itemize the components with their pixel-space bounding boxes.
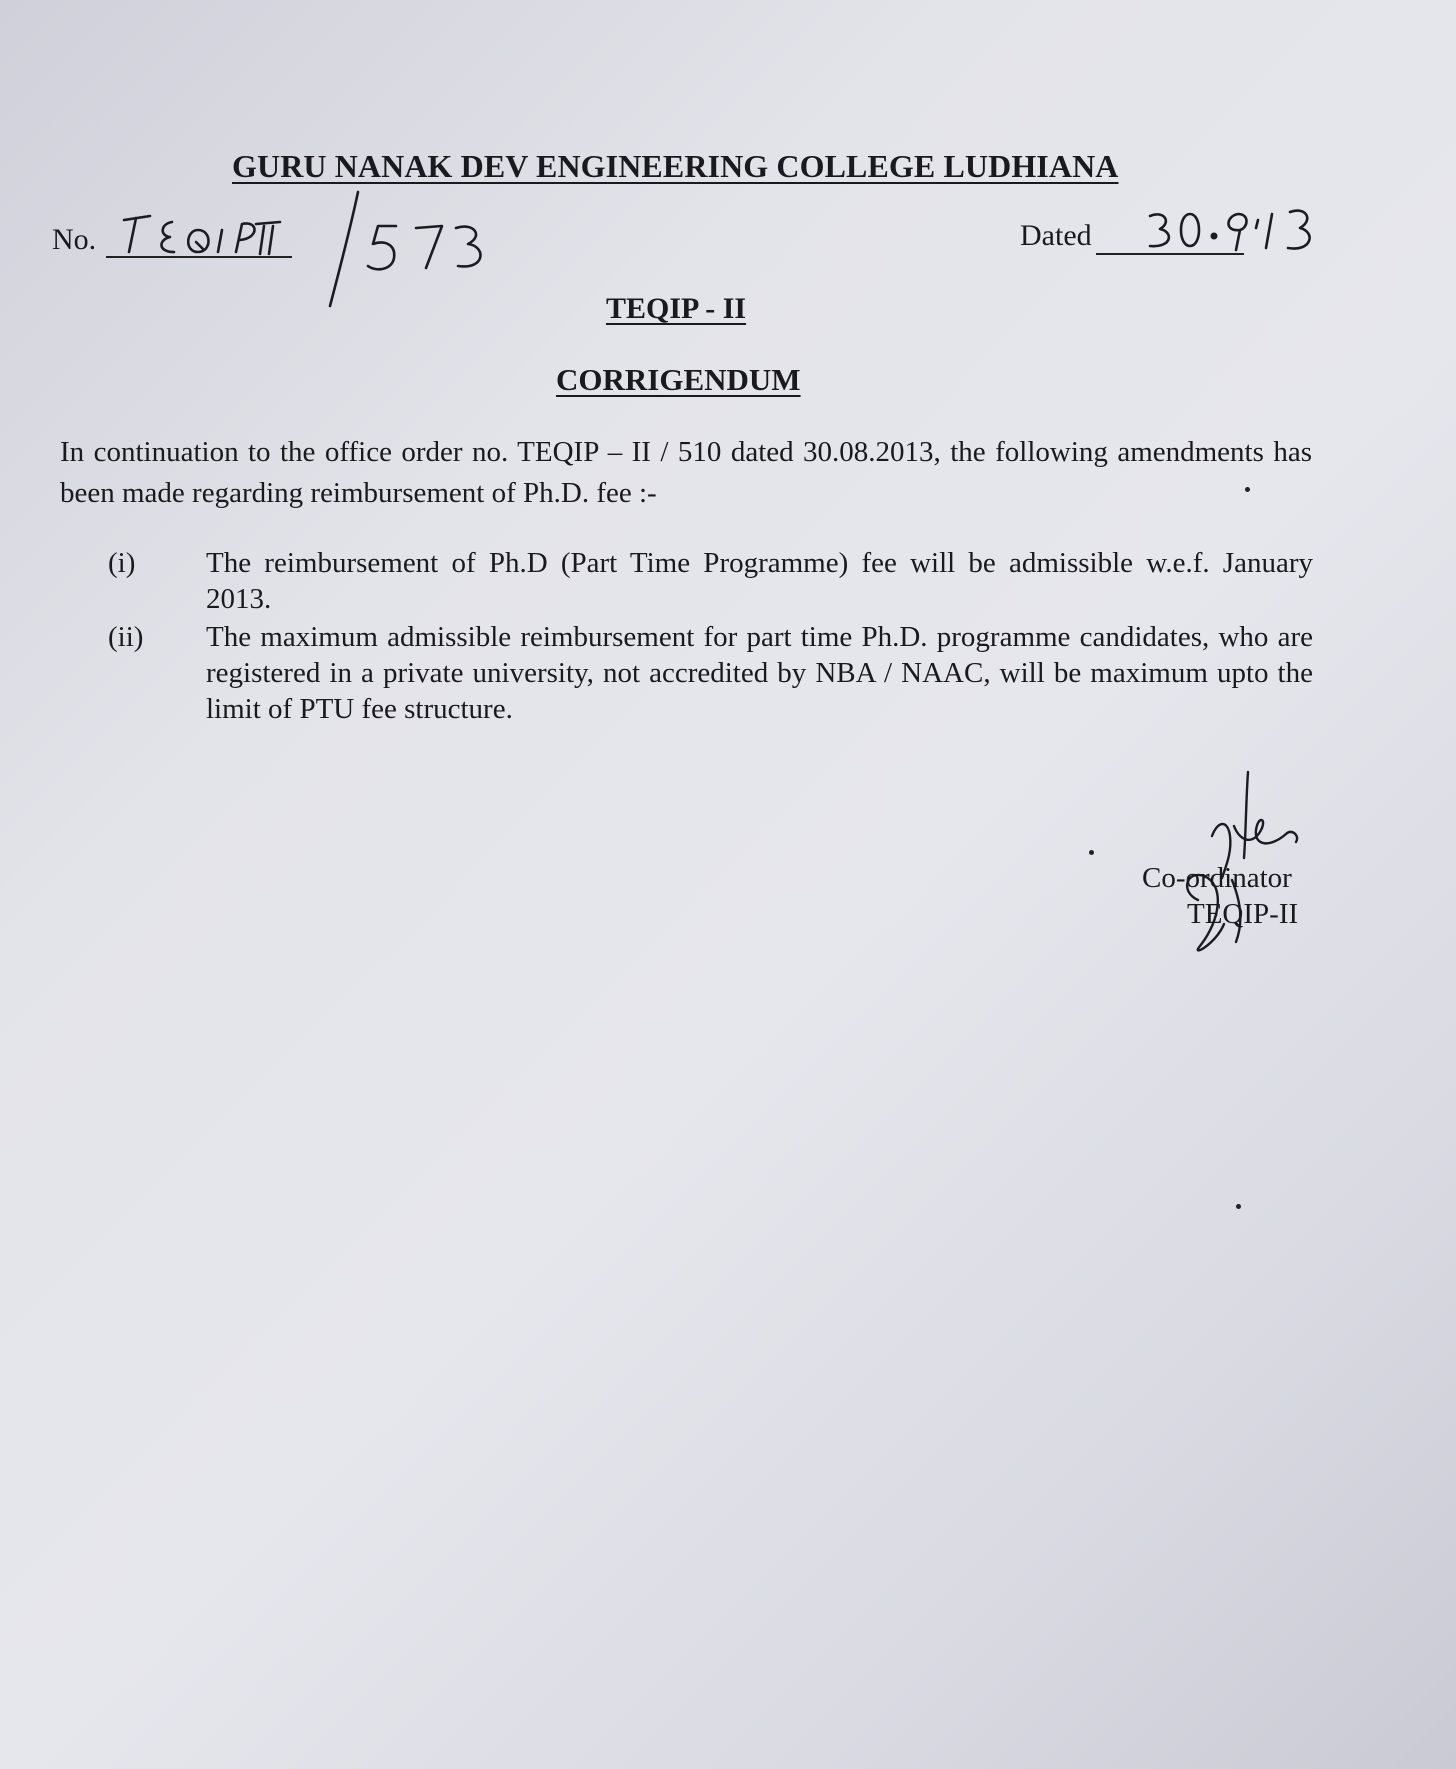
amendment-number: (ii) bbox=[108, 621, 144, 653]
amendment-text: The maximum admissible reimbursement for part time Ph.D. programme candidates, who are registered in a private university, not accredited by NBA / NAAC, will be maximum upto the limit of PTU fee structure. bbox=[206, 621, 1313, 725]
handwritten-reference-number bbox=[124, 192, 480, 306]
amendment-item bbox=[108, 545, 1313, 617]
college-title: GURU NANAK DEV ENGINEERING COLLEGE LUDHIANA bbox=[232, 148, 1119, 184]
reference-number-label: No. bbox=[52, 223, 97, 256]
signatory-role: Co-ordinator bbox=[1142, 862, 1292, 894]
date-label: Dated bbox=[1020, 219, 1092, 252]
document-title: CORRIGENDUM bbox=[556, 362, 801, 397]
date-line bbox=[1096, 253, 1244, 255]
reference-number-line bbox=[106, 256, 292, 258]
amendment-item bbox=[108, 619, 1313, 727]
amendments-list bbox=[108, 545, 1313, 729]
programme-heading: TEQIP - II bbox=[606, 292, 747, 325]
handwritten-date bbox=[1150, 211, 1310, 250]
amendment-number: (i) bbox=[108, 547, 136, 579]
signatory-organization: TEQIP-II bbox=[1187, 898, 1299, 930]
paper-speck bbox=[1089, 850, 1094, 855]
paper-speck bbox=[1245, 487, 1250, 492]
amendment-text: The reimbursement of Ph.D (Part Time Programme) fee will be admissible w.e.f. January 2013. bbox=[206, 547, 1313, 615]
intro-paragraph: In continuation to the office order no. TEQIP – II / 510 dated 30.08.2013, the following amendments has been made regarding reimbursement of Ph.D. fee :- bbox=[60, 436, 1312, 509]
paper-speck bbox=[1236, 1204, 1241, 1209]
